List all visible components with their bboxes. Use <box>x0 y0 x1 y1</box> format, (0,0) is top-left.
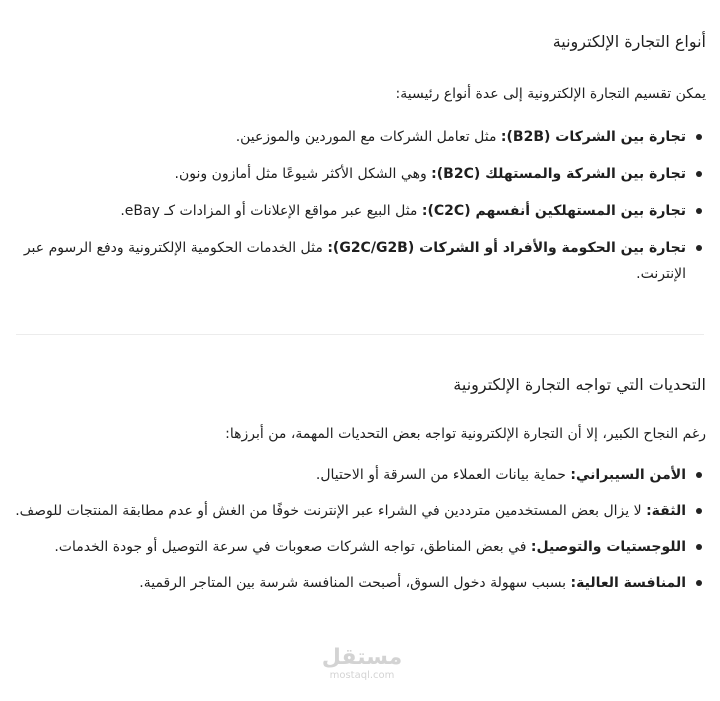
item-desc: حماية بيانات العملاء من السرقة أو الاحتيال. <box>315 467 571 483</box>
bullet-icon <box>696 208 702 214</box>
list-item-g2c <box>6 235 706 287</box>
section-heading-challenges: التحديات التي تواجه التجارة الإلكترونية <box>453 375 706 394</box>
item-desc: مثل البيع عبر مواقع الإعلانات أو المزادات كـ eBay. <box>120 203 422 219</box>
types-intro: يمكن تقسيم التجارة الإلكترونية إلى عدة أنواع رئيسية: <box>395 86 706 102</box>
watermark-latin: mostaql.com <box>329 670 395 681</box>
item-desc: بسبب سهولة دخول السوق، أصبحت المنافسة شرسة بين المتاجر الرقمية. <box>139 575 571 591</box>
item-desc: لا يزال بعض المستخدمين مترددين في الشراء عبر الإنترنت خوفًا من الغش أو عدم مطابقة المنتجات للوصف. <box>15 503 647 519</box>
bullet-icon <box>696 171 702 177</box>
item-term: الأمن السيبراني: <box>570 467 686 483</box>
mostaql-watermark <box>316 646 408 682</box>
challenges-list <box>6 462 706 596</box>
item-desc: مثل تعامل الشركات مع الموردين والموزعين. <box>235 129 501 145</box>
item-term: تجارة بين الحكومة والأفراد أو الشركات (G2C/G2B): <box>327 240 686 256</box>
section-divider <box>16 334 704 335</box>
ecommerce-types-section <box>6 28 706 298</box>
bullet-icon <box>696 472 702 478</box>
bullet-icon <box>696 580 702 586</box>
item-term: المنافسة العالية: <box>570 575 686 591</box>
list-item-logistics <box>6 534 706 560</box>
list-item-b2c <box>6 161 706 187</box>
item-desc: في بعض المناطق، تواجه الشركات صعوبات في سرعة التوصيل أو جودة الخدمات. <box>54 539 531 555</box>
watermark-arabic: مستقل <box>321 645 403 670</box>
item-term: تجارة بين الشركات (B2B): <box>500 129 686 145</box>
bullet-icon <box>696 544 702 550</box>
list-item-cybersecurity <box>6 462 706 488</box>
item-term: تجارة بين المستهلكين أنفسهم (C2C): <box>421 203 686 219</box>
list-item-trust <box>6 498 706 524</box>
list-item-c2c <box>6 198 706 224</box>
item-desc: مثل الخدمات الحكومية الإلكترونية ودفع الرسوم عبر الإنترنت. <box>23 240 686 282</box>
item-term: اللوجستيات والتوصيل: <box>530 539 686 555</box>
section-heading-types: أنواع التجارة الإلكترونية <box>552 32 706 51</box>
list-item-competition <box>6 570 706 596</box>
bullet-icon <box>696 508 702 514</box>
ecommerce-challenges-section <box>6 371 706 606</box>
item-term: تجارة بين الشركة والمستهلك (B2C): <box>431 166 686 182</box>
types-list <box>6 124 706 287</box>
list-item-b2b <box>6 124 706 150</box>
bullet-icon <box>696 245 702 251</box>
bullet-icon <box>696 134 702 140</box>
challenges-intro: رغم النجاح الكبير، إلا أن التجارة الإلكترونية تواجه بعض التحديات المهمة، من أبرزها: <box>225 426 706 442</box>
item-term: الثقة: <box>646 503 686 519</box>
item-desc: وهي الشكل الأكثر شيوعًا مثل أمازون ونون. <box>174 166 432 182</box>
